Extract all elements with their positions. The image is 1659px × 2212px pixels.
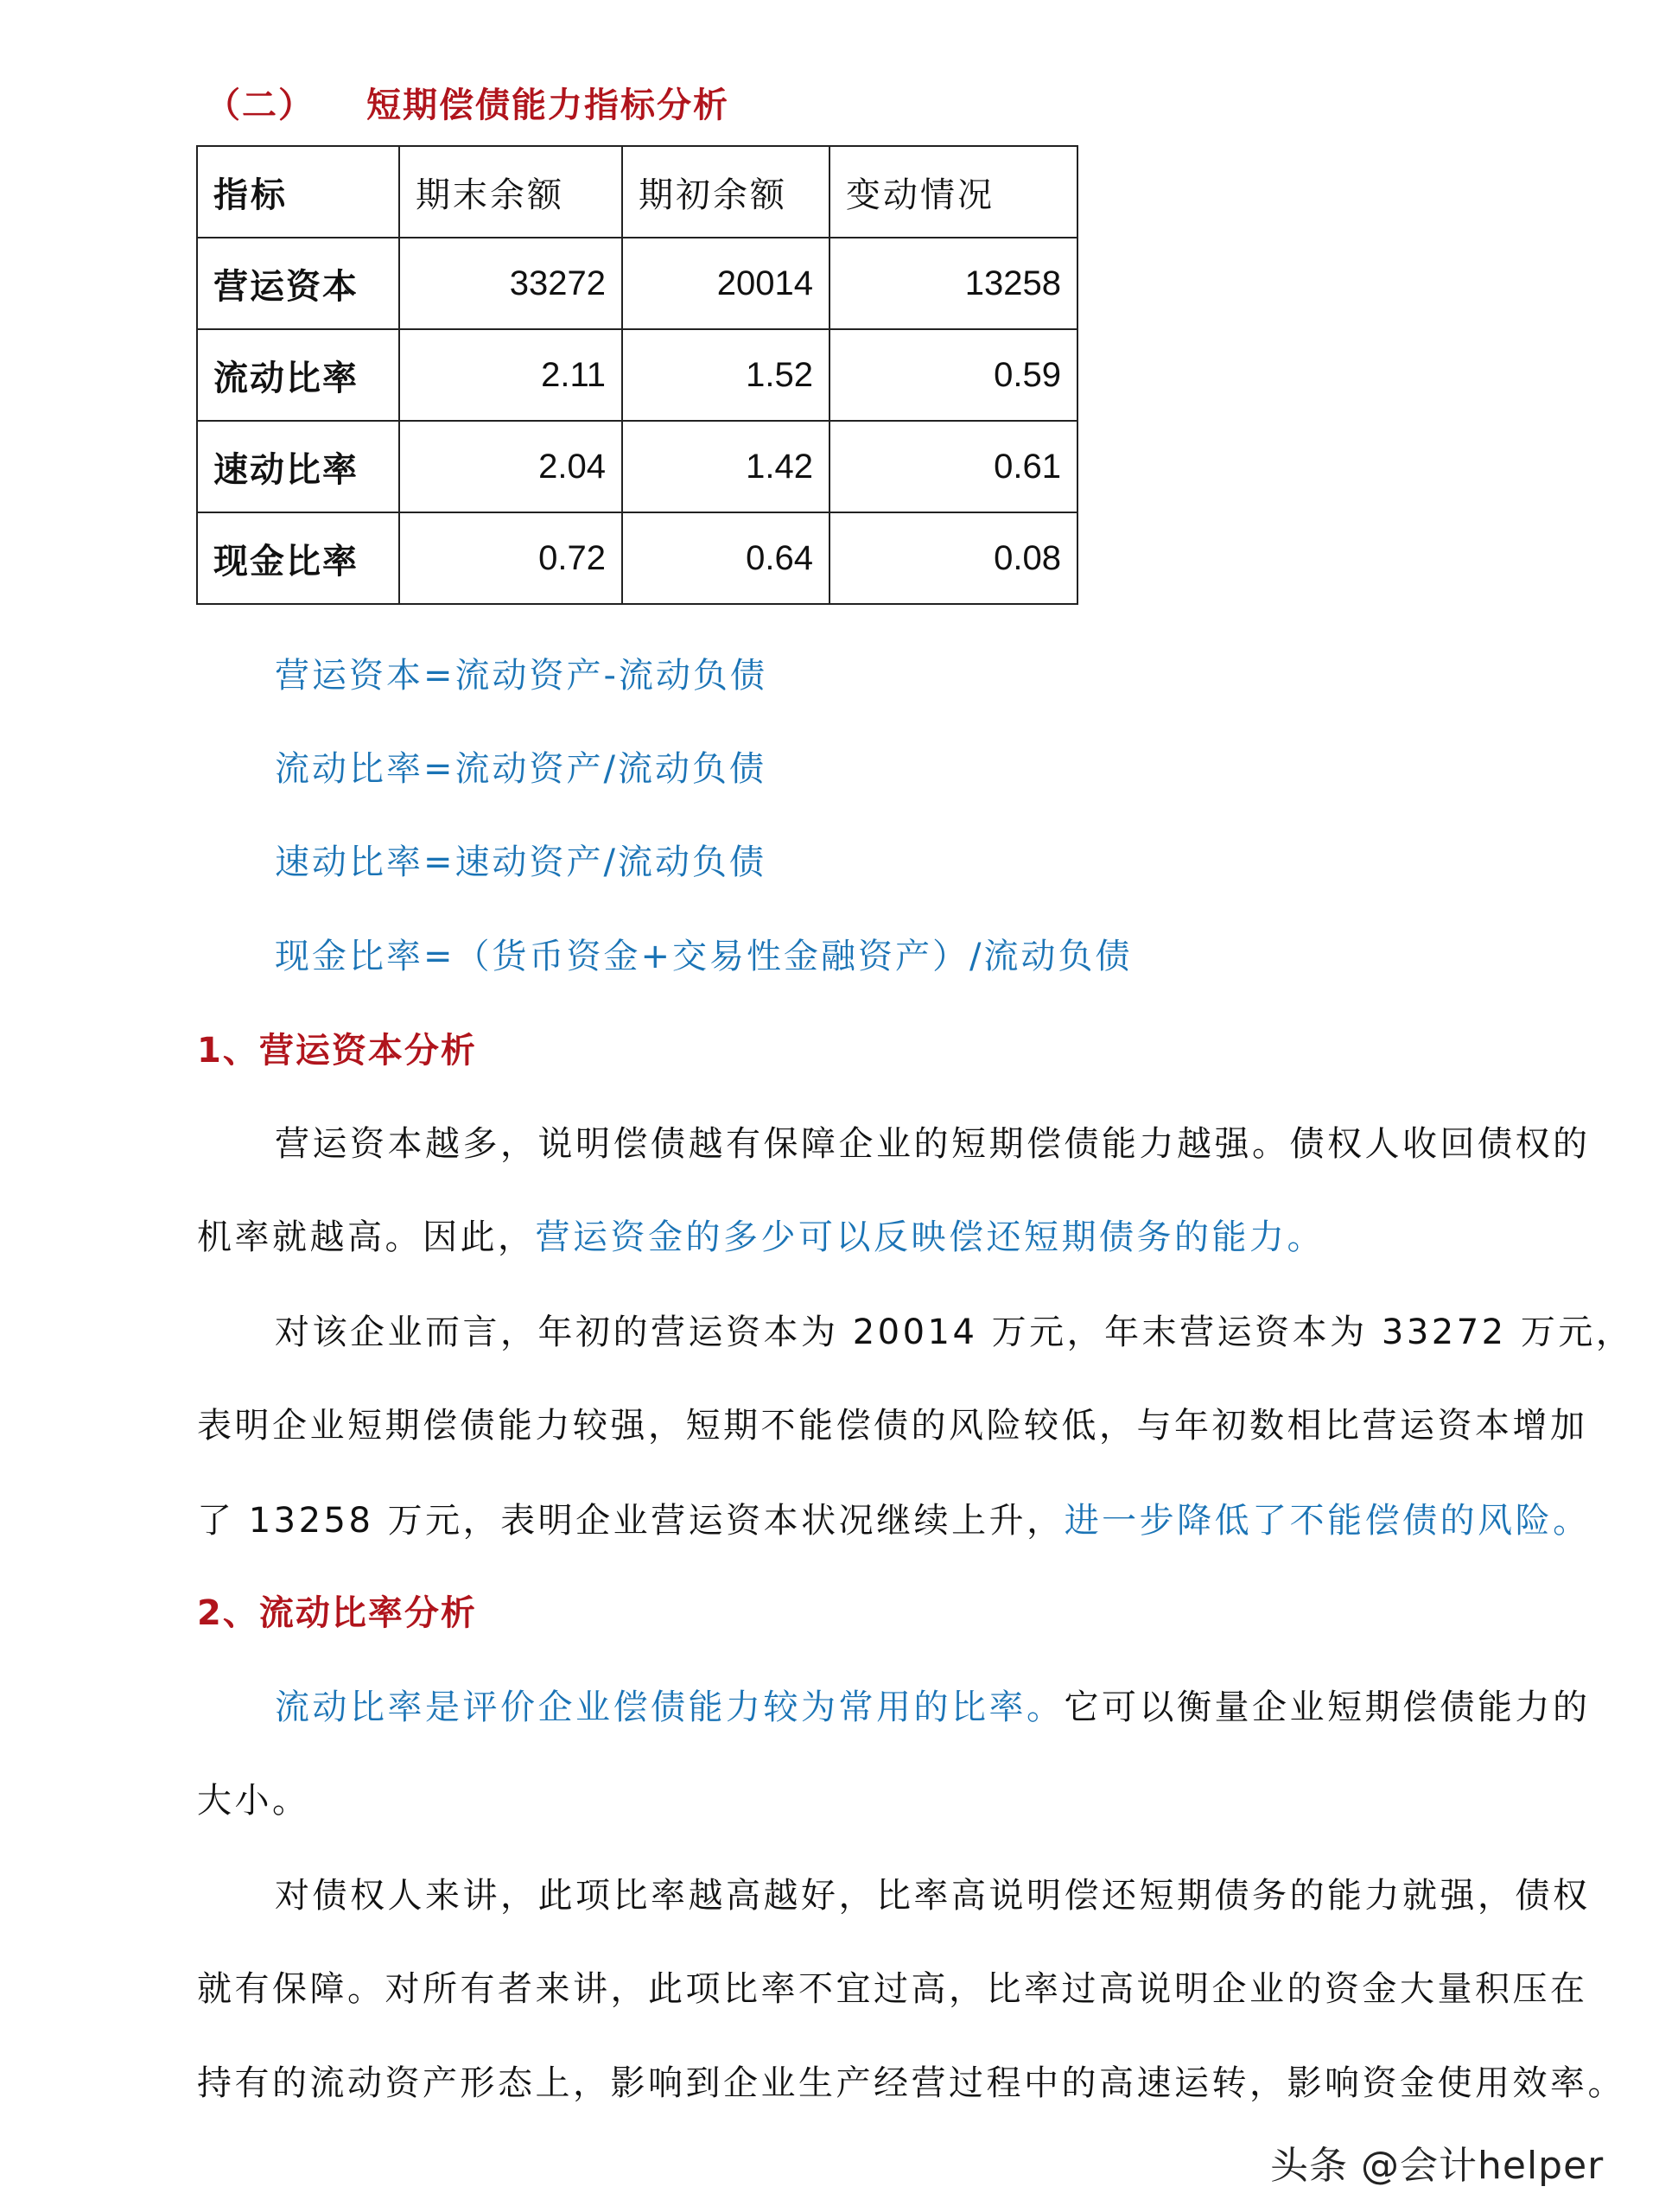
cell-change: 13258	[830, 238, 1077, 329]
cell-change: 0.59	[830, 329, 1077, 421]
section-heading-working-capital: 1、营运资本分析	[197, 1031, 477, 1071]
formula-quick-ratio: 速动比率=速动资产/流动负债	[275, 842, 766, 882]
table-row	[197, 421, 1077, 512]
watermark: 头条 @会计helper	[1270, 2144, 1605, 2188]
paragraph-line: 表明企业短期偿债能力较强，短期不能偿债的风险较低，与年初数相比营运资本增加	[197, 1406, 1588, 1446]
header-begin-balance: 期初余额	[622, 146, 830, 238]
paragraph-line	[197, 1493, 1591, 1542]
cell-begin: 0.64	[622, 512, 830, 604]
cell-begin: 1.42	[622, 421, 830, 512]
cell-end: 2.04	[399, 421, 622, 512]
formula-working-capital: 营运资本=流动资产-流动负债	[275, 656, 767, 696]
cell-end: 0.72	[399, 512, 622, 604]
text-span: 机率就越高。因此，	[197, 1217, 536, 1257]
section-number: （二）	[206, 86, 315, 125]
cell-change: 0.08	[830, 512, 1077, 604]
table-row	[197, 329, 1077, 421]
indicator-table	[196, 145, 1078, 605]
paragraph-line: 大小。	[197, 1781, 310, 1821]
table-header-row	[197, 146, 1077, 238]
row-label: 营运资本	[197, 238, 399, 329]
header-indicator: 指标	[197, 146, 399, 238]
highlight-span: 营运资金的多少可以反映偿还短期债务的能力。	[535, 1217, 1325, 1257]
header-change: 变动情况	[830, 146, 1077, 238]
formula-current-ratio: 流动比率=流动资产/流动负债	[275, 749, 766, 789]
paragraph-line: 就有保障。对所有者来讲，此项比率不宜过高，比率过高说明企业的资金大量积压在	[197, 1969, 1588, 2009]
row-label: 速动比率	[197, 421, 399, 512]
highlight-span: 流动比率是评价企业偿债能力较为常用的比率。	[275, 1688, 1065, 1727]
formula-cash-ratio: 现金比率=（货币资金+交易性金融资产）/流动负债	[275, 937, 1133, 976]
cell-end: 2.11	[399, 329, 622, 421]
paragraph-line: 营运资本越多，说明偿债越有保障企业的短期偿债能力越强。债权人收回债权的	[275, 1124, 1591, 1164]
paragraph-line: 持有的流动资产形态上，影响到企业生产经营过程中的高速运转，影响资金使用效率。	[197, 2063, 1625, 2103]
cell-begin: 20014	[622, 238, 830, 329]
paragraph-line	[197, 1210, 1325, 1259]
paragraph-line: 对该企业而言，年初的营运资本为 20014 万元，年末营运资本为 33272 万元，	[275, 1313, 1634, 1352]
page-title: 短期偿债能力指标分析	[366, 86, 729, 125]
text-span: 了 13258 万元，表明企业营运资本状况继续上升，	[197, 1501, 1065, 1541]
header-end-balance: 期末余额	[399, 146, 622, 238]
section-heading-current-ratio: 2、流动比率分析	[197, 1593, 477, 1633]
table-row	[197, 512, 1077, 604]
table-row	[197, 238, 1077, 329]
row-label: 现金比率	[197, 512, 399, 604]
row-label: 流动比率	[197, 329, 399, 421]
cell-change: 0.61	[830, 421, 1077, 512]
paragraph-line	[275, 1680, 1591, 1729]
text-span: 它可以衡量企业短期偿债能力的	[1064, 1688, 1591, 1727]
cell-end: 33272	[399, 238, 622, 329]
highlight-span: 进一步降低了不能偿债的风险。	[1064, 1501, 1591, 1541]
paragraph-line: 对债权人来讲，此项比率越高越好，比率高说明偿还短期债务的能力就强，债权	[275, 1876, 1591, 1916]
cell-begin: 1.52	[622, 329, 830, 421]
